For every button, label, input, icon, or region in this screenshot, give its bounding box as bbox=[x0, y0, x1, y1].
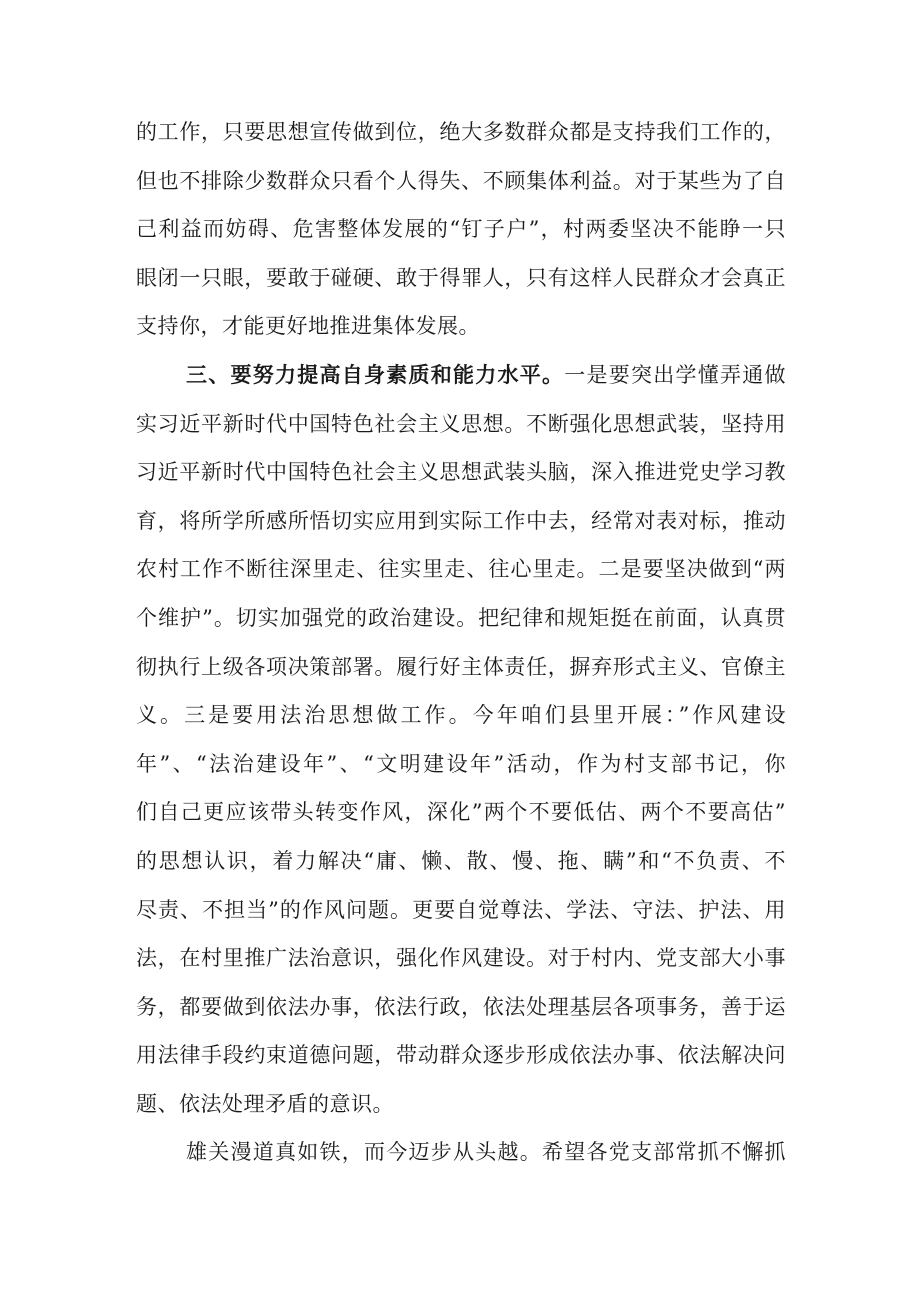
text-line: 题、依法处理矛盾的意识。 bbox=[136, 1091, 394, 1116]
text-line: 们自己更应该带头转变作风，深化”两个不要低估、两个不要高估” bbox=[136, 800, 786, 825]
text-line: 育，将所学所感所悟切实应用到实际工作中去，经常对表对标，推动 bbox=[136, 508, 786, 533]
text-line: 务，都要做到依法办事，依法行政，依法处理基层各项事务，善于运 bbox=[136, 994, 786, 1019]
section-heading: 三、要努力提高自身素质和能力水平。 bbox=[186, 361, 565, 387]
text-line: 用法律手段约束道德问题，带动群众逐步形成依法办事、依法解决问 bbox=[136, 1043, 786, 1068]
text-line: 尽责、不担当”的作风问题。更要自觉尊法、学法、守法、护法、用 bbox=[136, 897, 786, 922]
text-line: 年”、“法治建设年”、“文明建设年”活动，作为村支部书记，你 bbox=[136, 751, 786, 776]
text-line: 个维护”。切实加强党的政治建设。把纪律和规矩挺在前面，认真贯 bbox=[136, 605, 786, 630]
paragraph bbox=[136, 1128, 786, 1177]
paragraph bbox=[136, 108, 786, 351]
text-line: 法，在村里推广法治意识，强化作风建设。对于村内、党支部大小事 bbox=[136, 946, 786, 971]
text-line: 但也不排除少数群众只看个人得失、不顾集体利益。对于某些为了自 bbox=[136, 168, 786, 193]
paragraph bbox=[136, 351, 786, 1129]
document-body bbox=[136, 108, 786, 1177]
heading-line-rest: 一是要突出学懂弄通做 bbox=[564, 362, 786, 387]
text-line bbox=[136, 351, 786, 400]
text-line: 的思想认识，着力解决“庸、懒、散、慢、拖、瞒”和“不负责、不 bbox=[136, 848, 786, 873]
text-line: 农村工作不断往深里走、往实里走、往心里走。二是要坚决做到“两 bbox=[136, 557, 786, 582]
text-line: 支持你，才能更好地推进集体发展。 bbox=[136, 314, 480, 339]
text-line: 彻执行上级各项决策部署。履行好主体责任，摒弃形式主义、官僚主 bbox=[136, 654, 786, 679]
text-line: 习近平新时代中国特色社会主义思想武装头脑，深入推进党史学习教 bbox=[136, 460, 786, 485]
text-line: 己利益而妨碍、危害整体发展的“钉子户”，村两委坚决不能睁一只 bbox=[136, 217, 786, 242]
text-line: 的工作，只要思想宣传做到位，绝大多数群众都是支持我们工作的， bbox=[136, 120, 786, 144]
text-line: 眼闭一只眼，要敢于碰硬、敢于得罪人，只有这样人民群众才会真正 bbox=[136, 265, 786, 290]
text-line: 义。三是要用法治思想做工作。今年咱们县里开展：”作风建设 bbox=[136, 703, 786, 728]
text-line: 雄关漫道真如铁，而今迈步从头越。希望各党支部常抓不懈抓 bbox=[186, 1140, 786, 1165]
text-line: 实习近平新时代中国特色社会主义思想。不断强化思想武装，坚持用 bbox=[136, 411, 786, 436]
